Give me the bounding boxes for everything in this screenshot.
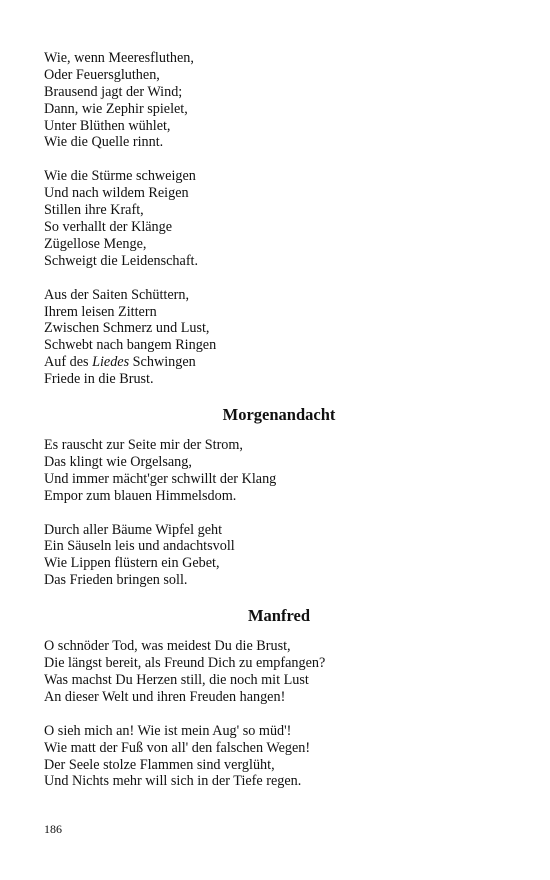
verse-line: An dieser Welt und ihren Freuden hangen!	[44, 688, 286, 705]
stanza-1	[44, 50, 514, 151]
verse-line: Das Frieden bringen soll.	[44, 572, 188, 589]
verse-line: Unter Blüthen wühlet,	[44, 117, 171, 134]
page-number: 186	[44, 822, 62, 836]
verse-line: Das klingt wie Orgelsang,	[44, 453, 192, 470]
verse-emphasis: Liedes	[92, 354, 130, 371]
verse-line: Wie Lippen flüstern ein Gebet,	[44, 555, 220, 572]
verse-line: Zügellose Menge,	[44, 235, 147, 252]
stanza-3	[44, 287, 514, 388]
verse-line: Wie die Quelle rinnt.	[44, 134, 164, 151]
verse-fragment: Auf des	[44, 354, 93, 371]
verse-line: Wie die Stürme schweigen	[44, 168, 196, 185]
verse-line: Und Nichts mehr will sich in der Tiefe regen.	[44, 773, 302, 790]
verse-line: O schnöder Tod, was meidest Du die Brust,	[44, 638, 291, 655]
stanza-5	[44, 522, 514, 590]
verse-line: Brausend jagt der Wind;	[44, 83, 183, 100]
verse-line: Empor zum blauen Himmelsdom.	[44, 487, 237, 504]
page-body	[44, 50, 514, 790]
verse-line: Schwebt nach bangem Ringen	[44, 337, 217, 354]
verse-line: Zwischen Schmerz und Lust,	[44, 320, 210, 337]
verse-line: Ihrem leisen Zittern	[44, 303, 157, 320]
poem-title: Morgenandacht	[222, 405, 336, 425]
verse-line: Schweigt die Leidenschaft.	[44, 252, 199, 269]
stanza-7	[44, 723, 514, 791]
verse-line: Wie, wenn Meeresfluthen,	[44, 50, 194, 66]
verse-line: Es rauscht zur Seite mir der Strom,	[44, 437, 243, 454]
verse-line: Oder Feuersgluthen,	[44, 66, 160, 83]
verse-line: Friede in die Brust.	[44, 371, 154, 388]
verse-line: So verhallt der Klänge	[44, 219, 173, 236]
stanza-4	[44, 437, 514, 505]
verse-line: Und nach wildem Reigen	[44, 185, 189, 202]
verse-line: Durch aller Bäume Wipfel geht	[44, 521, 223, 538]
verse-line-italic	[44, 354, 514, 371]
stanza-6	[44, 638, 514, 706]
verse-line: Und immer mächt'ger schwillt der Klang	[44, 470, 277, 487]
verse-line: Der Seele stolze Flammen sind verglüht,	[44, 756, 275, 773]
poem-title: Manfred	[247, 606, 311, 626]
verse-line: Aus der Saiten Schüttern,	[44, 286, 189, 303]
stanza-2	[44, 168, 514, 269]
verse-line: Was machst Du Herzen still, die noch mit Lust	[44, 671, 309, 688]
verse-line: Wie matt der Fuß von all' den falschen Wegen!	[44, 739, 311, 756]
verse-line: Dann, wie Zephir spielet,	[44, 100, 188, 117]
verse-line: Stillen ihre Kraft,	[44, 202, 144, 219]
verse-fragment: Schwingen	[129, 354, 196, 371]
verse-line: Ein Säuseln leis und andachtsvoll	[44, 538, 235, 555]
verse-line: O sieh mich an! Wie ist mein Aug' so müd'!	[44, 722, 292, 739]
verse-line: Die längst bereit, als Freund Dich zu empfangen?	[44, 655, 326, 672]
